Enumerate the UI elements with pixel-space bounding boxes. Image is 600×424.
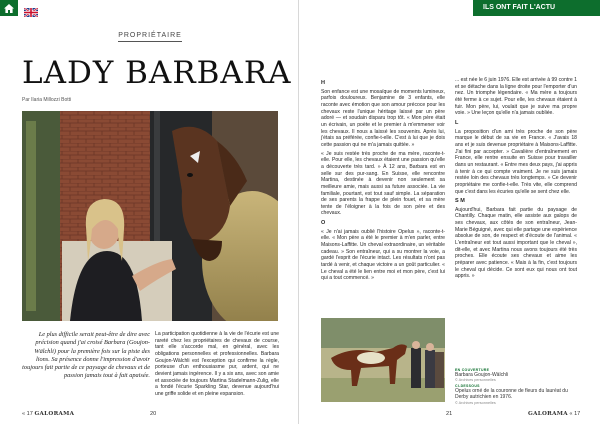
- page-number-left: 20: [150, 411, 157, 417]
- page-number-right: 21: [446, 411, 453, 417]
- article-lead-quote: Le plus difficile serait peut-être de dire avec précision quand j'ai croisé Barbara (Goujon-Wälchli) pour la première fois sur la piste des lions. Sa présence donne l'impression d'avoir toujours fait partie de ce paysage de chevaux et de passion jamais tout à fait apaisée.: [22, 331, 150, 380]
- footer-issue: « 17: [569, 411, 581, 417]
- footer-brand: GALORAMA: [34, 411, 75, 417]
- section-banner-label: ILS ONT FAIT L'ACTU: [483, 4, 556, 11]
- racehorse-photo: [321, 318, 445, 402]
- paragraph: Aujourd'hui, Barbara fait partie du paysage de Chantilly. Chaque matin, elle assiste aux galops de ses chevaux, aux côtés de son entraîneur, Jean-Marie Béguigné, avec qui elle partage une expérience absolue de son, de respect et d'écoute de l'animal. « L'entraîneur est tout aussi important que le cheval », dit-elle, et avec Martina nous avons toujours été très proches. Elle écoute ses chevaux et aime les préparer avec patience. « Mais à la fin, c'est toujours le cheval qui décide. Ce sont eux qui nous ont tout appris. »: [455, 206, 577, 280]
- article-column-left: [155, 331, 279, 400]
- article-column-right-1: [321, 77, 445, 284]
- footer-right: [528, 411, 580, 417]
- photo-caption: [455, 368, 579, 407]
- section-heading: L: [455, 119, 459, 126]
- page-spine-divider: [298, 0, 299, 424]
- footer-issue: « 17: [22, 411, 33, 417]
- caption-label: CI-DESSOUS: [455, 384, 480, 389]
- home-button[interactable]: [0, 0, 18, 16]
- article-title: LADY BARBARA: [22, 55, 292, 91]
- footer-left: [22, 411, 74, 417]
- section-heading: S M: [455, 198, 465, 205]
- paragraph: Son enfance est une mosaïque de moments lumineux, parfois douloureux. Benjamine de 3 enfants, elle raconte avec émotion que son amour précoce pour les chevaux reste l'unique héritage laissé par un père adoré — et soudain disparu trop tôt. « Mon père était un écrivain, un poète et le premier à m'emmener voir les chevaux. Il nous a laissé les souvenirs. Après lui, j'étais sa préférée, confie-t-elle. C'est à lui que je dois cette passion qui ne m'a jamais quittée. »: [321, 88, 445, 148]
- section-heading: O: [321, 220, 326, 227]
- paragraph: « Je n'ai jamais oublié l'histoire Opelus », raconte-t-elle. « Mon père a été le premier à m'en parler, entre Maisons-Laffitte. Un cheval extraordinaire, un véritable cadeau. » Son entraîneur, qui a su montrer la voie, a gardé l'esprit de l'écurie intact. Les résultats n'ont pas tardé à venir, et chaque victoire a un goût particulier. « Le cheval a été le lien entre moi et mon père, c'est lui qui a tout commencé. »: [321, 228, 445, 282]
- article-column-right-2: [455, 77, 577, 282]
- main-photo-woman-with-horse: [22, 111, 278, 321]
- article-category: PROPRIÉTAIRE: [118, 32, 182, 42]
- caption-credit: © Archives personnelles: [455, 378, 496, 383]
- caption-label: EN COUVERTURE: [455, 368, 490, 372]
- footer-brand: GALORAMA: [528, 411, 568, 417]
- caption-name: Barbara Goujon-Wälchli: [455, 372, 509, 378]
- article-byline: Par Ilaria Millozzi Botti: [22, 97, 72, 103]
- home-icon: [4, 4, 14, 13]
- paragraph: ... est née le 6 juin 1976. Elle est arrivée à 99 contre 1 et se détache dans la ligne droite pour l'emporter d'un nez. Un triomphe légendaire. « Ma mère a toujours été ferme à ce sujet. Pour elle, les chevaux étaient à fuir. Mon père, lui, voulait que je suive ma propre voie. » Une leçon qu'elle n'a jamais oubliée.: [455, 77, 577, 117]
- caption-text: Opelus orné de la couronne de fleurs du lauréat du Derby autrichien en 1976.: [455, 388, 568, 401]
- section-heading: H: [321, 80, 325, 86]
- paragraph: La proposition d'un ami très proche de son père marque le début de sa vie en France. « J'avais 18 ans et je suis devenue propriétaire à Maisons-Laffitte. J'ai fini par accepter. » Cavalière d'entraînement en France, elle rentre ensuite en Suisse pour travailler dans un restaurant. « Entre mes deux pays, j'ai appris à tenir à ce qui compte vraiment. Je ne suis jamais restée loin des chevaux très longtemps. » Ce devenir propriétaire me confie-t-elle. Très vite, elle comprend que c'est dans les écuries qu'elle se sent chez elle.: [455, 128, 577, 195]
- paragraph: La participation quotidienne à la vie de l'écurie est une rareté chez les propriétaires de chevaux de course, tant elle s'accorde mal, en général, avec les obligations personnelles et professionnelles. Barbara Goujon-Wälchli est l'exception qui confirme la règle, porteuse d'un enthousiasme pur, ardent, qui ne devient jamais ingérence. Il y a six ans, avec son amie et associée de toujours Martina Stadelmann-Zulig, elle a fondé l'écurie Sparkling Star, devenue aujourd'hui une griffe solide et en pleine expansion.: [155, 331, 279, 397]
- paragraph: « Je suis restée très proche de ma mère, raconte-t-elle. Pour elle, les chevaux étaient une passion qu'elle a découverte très tard. » À 12 ans, Barbara est en selle sur des pur-sang. En Suisse, elle rencontre Martina, destinée à devenir non seulement sa meilleure amie, mais aussi sa future associée. La vie familiale, pourtant, est tout sauf simple. La séparation de ses parents la frappe de plein fouet, et sa mère tente de l'éloigner à la fois de son père et des chevaux.: [321, 150, 445, 217]
- caption-credit: © Archives personnelles: [455, 400, 496, 405]
- section-banner[interactable]: [473, 0, 600, 16]
- uk-flag-icon[interactable]: [24, 4, 38, 13]
